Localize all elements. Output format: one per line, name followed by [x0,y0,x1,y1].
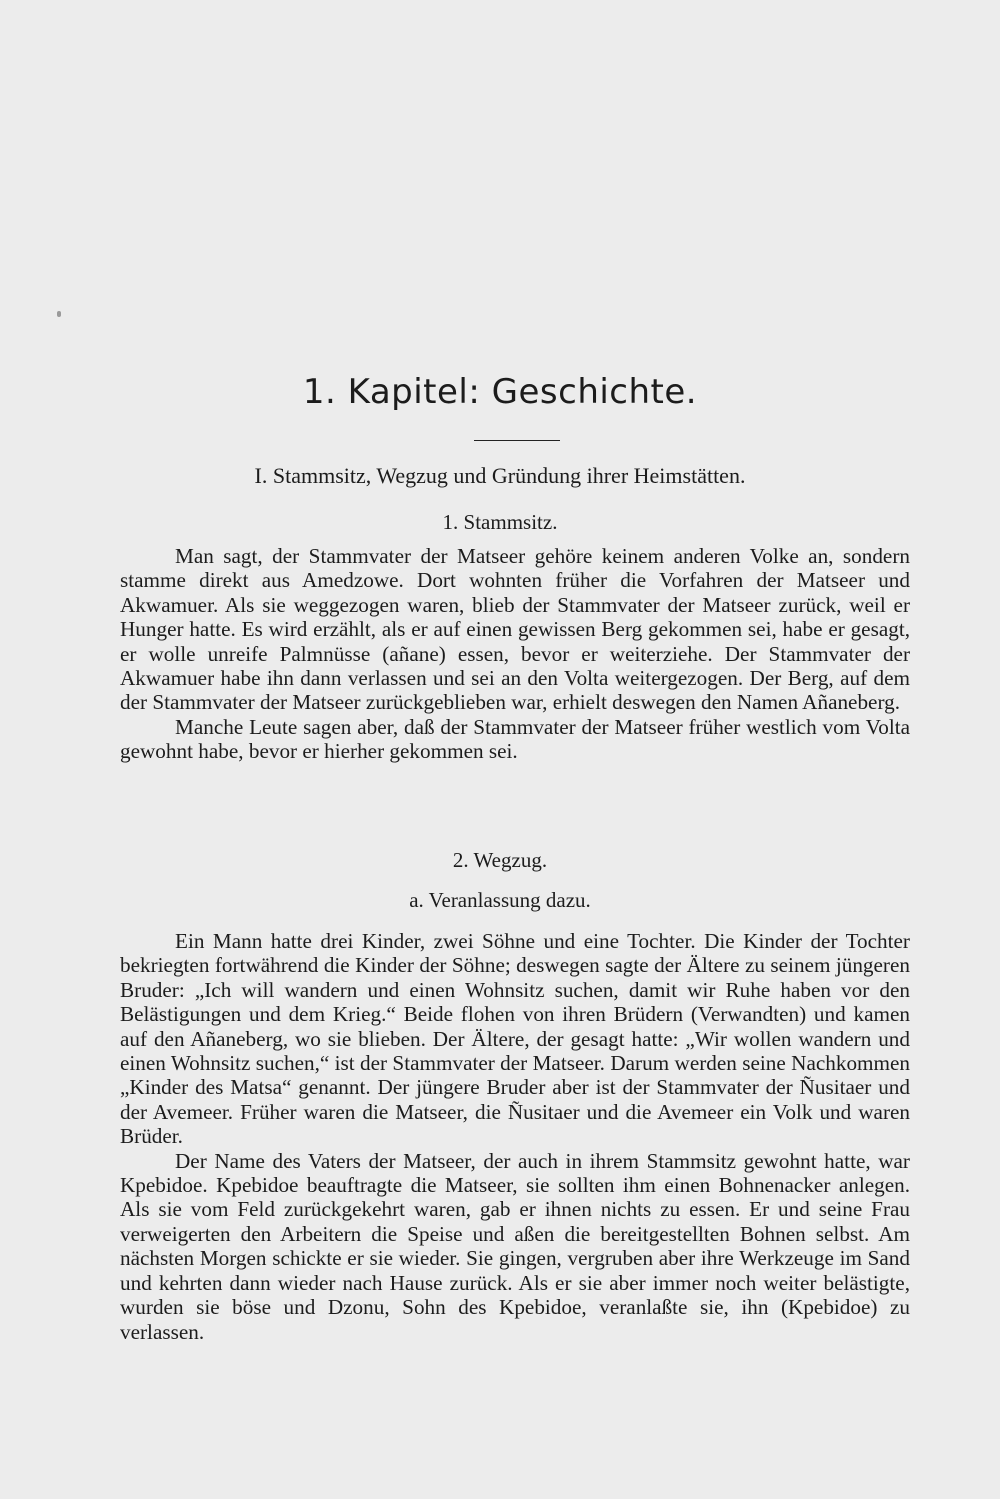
paragraph: Der Name des Vaters der Matseer, der auch in ihrem Stammsitz gewohnt hatte, war Kpebidoe. Kpebidoe beauftragte die Matseer, sie sollten ihm einen Bohnenacker anlegen. Als sie vom Feld zurückgekehrt waren, gab er ihnen nichts zu essen. Er und seine Frau verweigerten den Arbeitern die Speise und aßen die bereitgestellten Bohnen selbst. Am nächsten Morgen schickte er sie wieder. Sie gingen, vergruben aber ihre Werkzeuge im Sand und kehrten dann wieder nach Hause zurück. Als er sie aber immer noch weiter belästigte, wurden sie böse und Dzonu, Sohn des Kpebidoe, veranlaßte sie, ihn (Kpebidoe) zu verlassen. [120,1148,910,1344]
subsection-heading-wegzug: 2. Wegzug. [452,848,548,872]
title-divider [474,440,560,441]
paragraph: Manche Leute sagen aber, daß der Stammvater der Matseer früher westlich vom Volta gewohnt habe, bevor er hierher gekommen sei. [120,714,910,764]
text-block-wegzug [120,929,910,1344]
subsection-heading-stammsitz: 1. Stammsitz. [442,510,558,534]
subsection-heading-veranlassung: a. Veranlassung dazu. [409,888,591,912]
chapter-title: 1. Kapitel: Geschichte. [302,372,698,412]
paragraph: Ein Mann hatte drei Kinder, zwei Söhne und eine Tochter. Die Kinder der Tochter bekriegten fortwährend die Kinder der Söhne; deswegen sagte der Ältere zu seinem jüngeren Bruder: „Ich will wandern und einen Wohnsitz suchen, damit wir Ruhe haben vor den Belästigungen und dem Krieg.“ Beide flohen von ihren Brüdern (Verwandten) und kamen auf den Añaneberg, wo sie blieben. Der Ältere, der gesagt hatte: „Wir wollen wandern und einen Wohnsitz suchen,“ ist der Stammvater der Matseer. Darum werden seine Nachkommen „Kinder des Matsa“ genannt. Der jüngere Bruder aber ist der Stammvater der Ñusitaer und der Avemeer. Früher waren die Matseer, die Ñusitaer und die Avemeer ein Volk und waren Brüder. [120,929,910,1149]
specks-mark [57,311,61,317]
section-title: I. Stammsitz, Wegzug und Gründung ihrer Heimstätten. [254,463,746,488]
text-block-stammsitz [120,544,910,764]
paragraph: Man sagt, der Stammvater der Matseer gehöre keinem anderen Volke an, sondern stamme direkt aus Amedzowe. Dort wohnten früher die Vorfahren der Matseer und Akwamuer. Als sie weggezogen waren, blieb der Stammvater der Matseer zurück, weil er Hunger hatte. Es wird erzählt, als er auf einen gewissen Berg gekommen sei, habe er gesagt, er wolle unreife Palmnüsse (añane) essen, bevor er weiterziehe. Der Stammvater der Akwamuer habe ihn dann verlassen und sei an den Volta weitergezogen. Der Berg, auf dem der Stammvater der Matseer zurückgeblieben war, erhielt deswegen den Namen Añaneberg. [120,544,910,715]
